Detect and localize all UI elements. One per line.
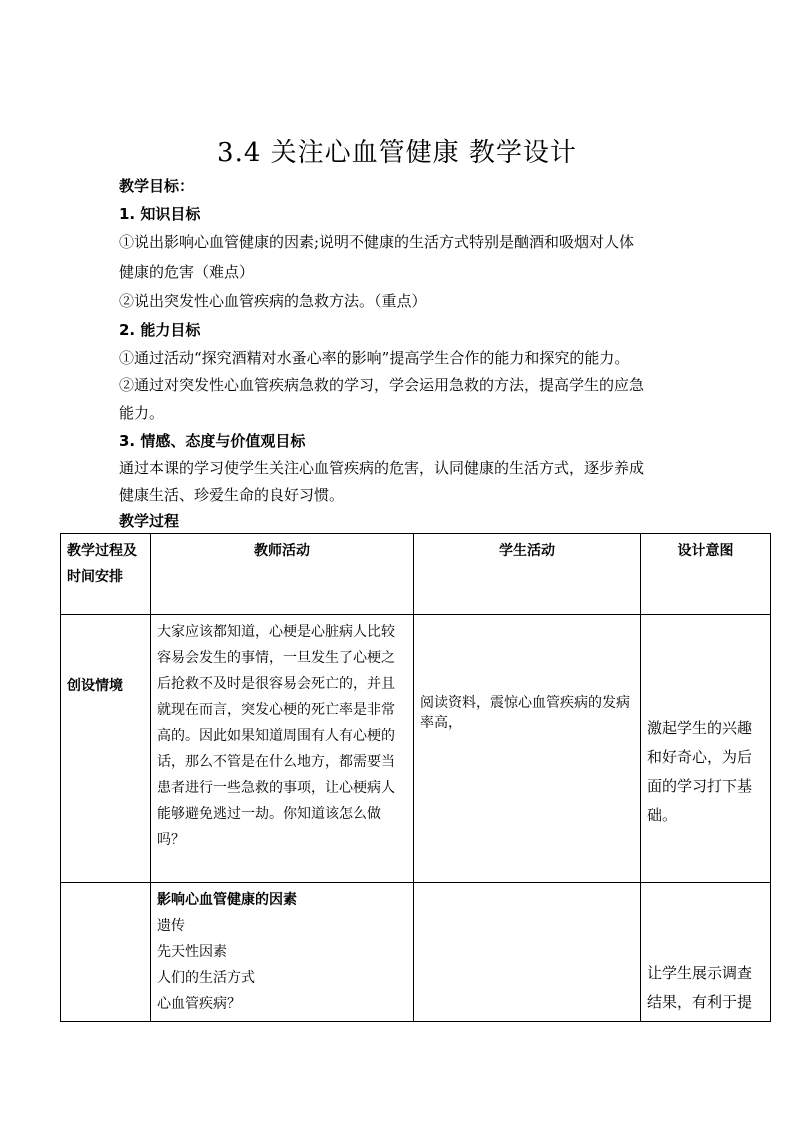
ability-heading: 2. 能力目标 bbox=[119, 321, 201, 339]
process-heading: 教学过程 bbox=[119, 512, 180, 530]
list-item: 人们的生活方式 bbox=[157, 970, 255, 986]
row2-design-intent: 让学生展示调查结果，有利于提 bbox=[641, 883, 771, 1022]
list-item: 心血管疾病？ bbox=[157, 996, 241, 1012]
ability-line-2: ②通过对突发性心血管疾病急救的学习，学会运用急救的方法，提高学生的应急 bbox=[119, 376, 645, 394]
row2-student-activity bbox=[414, 883, 641, 1022]
teaching-process-table bbox=[60, 533, 771, 1022]
row1-teacher-activity: 大家应该都知道，心梗是心脏病人比较容易会发生的事情，一旦发生了心梗之后抢救不及时是很容易会死亡的，并且就现在而言，突发心梗的死亡率是非常高的。因此如果知道周围有人有心梗的话，那么不管是在什么地方，都需要当患者进行一些急救的事项，让心梗病人能够避免逃过一劫。你知道该怎么做吗？ bbox=[151, 615, 414, 883]
row2-teacher-activity bbox=[151, 883, 414, 1022]
row1-stage: 创设情境 bbox=[61, 615, 151, 883]
knowledge-line-3: ②说出突发性心血管疾病的急救方法。（重点） bbox=[119, 292, 427, 310]
objectives-heading: 教学目标： bbox=[119, 177, 195, 195]
ability-line-3: 能力。 bbox=[119, 404, 165, 422]
document-title: 3.4 关注心血管健康 教学设计 bbox=[217, 138, 577, 168]
list-item: 先天性因素 bbox=[157, 944, 227, 960]
ability-line-1: ①通过活动“探究酒精对水蚤心率的影响”提高学生合作的能力和探究的能力。 bbox=[119, 349, 630, 367]
emotion-line-1: 通过本课的学习使学生关注心血管疾病的危害，认同健康的生活方式，逐步养成 bbox=[119, 459, 645, 477]
table-row bbox=[61, 615, 771, 883]
row2-stage bbox=[61, 883, 151, 1022]
row1-design-intent: 激起学生的兴趣和好奇心，为后面的学习打下基础。 bbox=[641, 615, 771, 883]
table-row bbox=[61, 883, 771, 1022]
emotion-line-2: 健康生活、珍爱生命的良好习惯。 bbox=[119, 486, 345, 504]
header-stage: 教学过程及时间安排 bbox=[61, 534, 151, 615]
knowledge-line-2: 健康的危害（难点） bbox=[119, 263, 255, 281]
header-student: 学生活动 bbox=[414, 534, 641, 615]
emotion-heading: 3. 情感、态度与价值观目标 bbox=[119, 432, 306, 450]
knowledge-line-1: ①说出影响心血管健康的因素;说明不健康的生活方式特别是酗酒和吸烟对人体 bbox=[119, 233, 635, 251]
header-teacher: 教师活动 bbox=[151, 534, 414, 615]
row1-student-activity: 阅读资料，震惊心血管疾病的发病率高， bbox=[414, 615, 641, 883]
header-intent: 设计意图 bbox=[641, 534, 771, 615]
knowledge-heading: 1. 知识目标 bbox=[119, 205, 201, 223]
row2-teacher-title: 影响心血管健康的因素 bbox=[157, 892, 297, 908]
list-item: 遗传 bbox=[157, 918, 185, 934]
table-header-row bbox=[61, 534, 771, 615]
